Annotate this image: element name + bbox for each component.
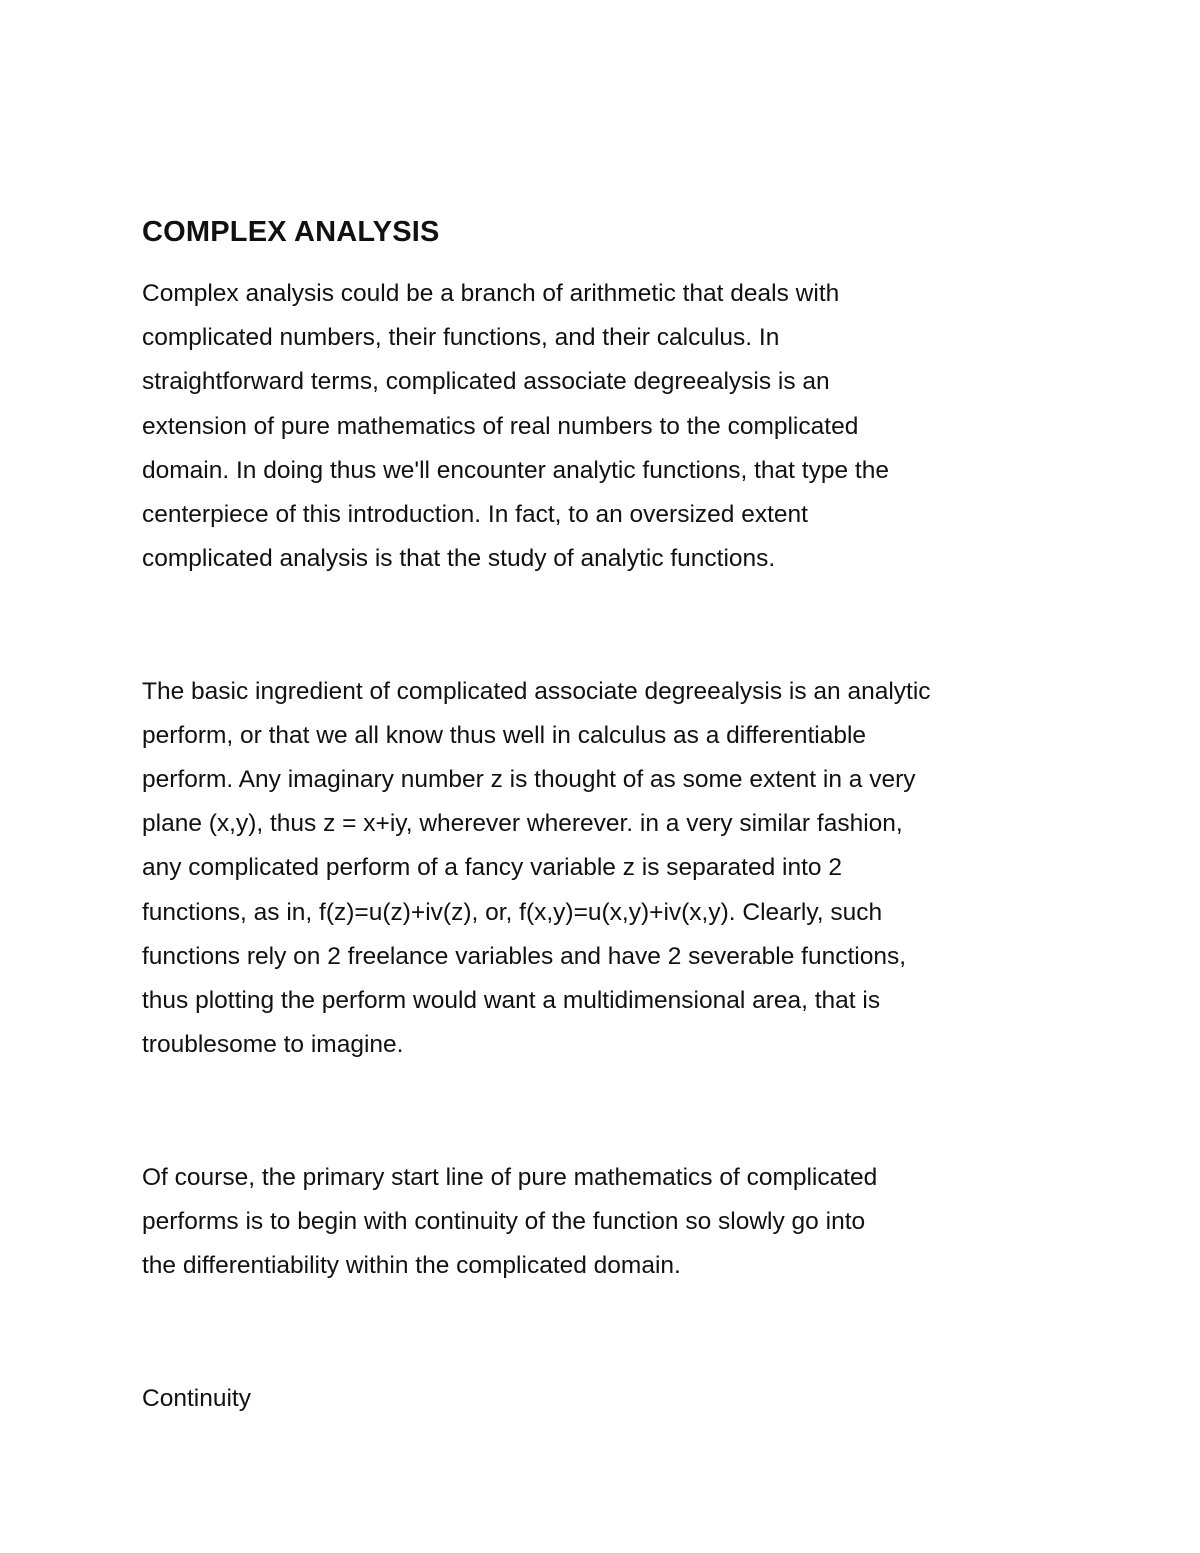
text-line: plane (x,y), thus z = x+iy, wherever wherever. in a very similar fashion, <box>142 810 903 838</box>
text-line: perform, or that we all know thus well in calculus as a differentiable <box>142 721 867 749</box>
text-line: centerpiece of this introduction. In fact, to an oversized extent <box>142 500 808 528</box>
text-line: performs is to begin with continuity of the function so slowly go into <box>142 1207 866 1235</box>
text-line: perform. Any imaginary number z is thought of as some extent in a very <box>142 766 916 794</box>
text-line: complicated analysis is that the study of analytic functions. <box>142 545 776 573</box>
text-line: thus plotting the perform would want a multidimensional area, that is <box>142 987 881 1015</box>
text-line: straightforward terms, complicated associate degreealysis is an <box>142 368 830 396</box>
text-line: Complex analysis could be a branch of arithmetic that deals with <box>142 280 840 307</box>
document-body <box>142 212 1072 1421</box>
section-heading-continuity: Continuity <box>142 1384 251 1412</box>
text-line: functions, as in, f(z)=u(z)+iv(z), or, f(x,y)=u(x,y)+iv(x,y). Clearly, such <box>142 898 883 926</box>
paragraph-3 <box>142 1156 1072 1289</box>
text-line: extension of pure mathematics of real numbers to the complicated <box>142 412 859 440</box>
text-line: troublesome to imagine. <box>142 1031 404 1059</box>
paragraph-gap <box>142 581 1072 669</box>
text-line: Of course, the primary start line of pure mathematics of complicated <box>142 1163 878 1191</box>
paragraph-gap <box>142 1067 1072 1155</box>
text-line: the differentiability within the complicated domain. <box>142 1252 681 1280</box>
paragraph-gap <box>142 1288 1072 1376</box>
text-line: functions rely on 2 freelance variables and have 2 severable functions, <box>142 942 907 970</box>
text-line: complicated numbers, their functions, and their calculus. In <box>142 324 780 352</box>
text-line: domain. In doing thus we'll encounter analytic functions, that type the <box>142 456 889 484</box>
paragraph-2 <box>142 670 1072 1068</box>
paragraph-1 <box>142 272 1072 581</box>
document-title: COMPLEX ANALYSIS <box>142 216 440 248</box>
text-line: The basic ingredient of complicated associate degreealysis is an analytic <box>142 677 931 705</box>
text-line: any complicated perform of a fancy variable z is separated into 2 <box>142 854 842 882</box>
